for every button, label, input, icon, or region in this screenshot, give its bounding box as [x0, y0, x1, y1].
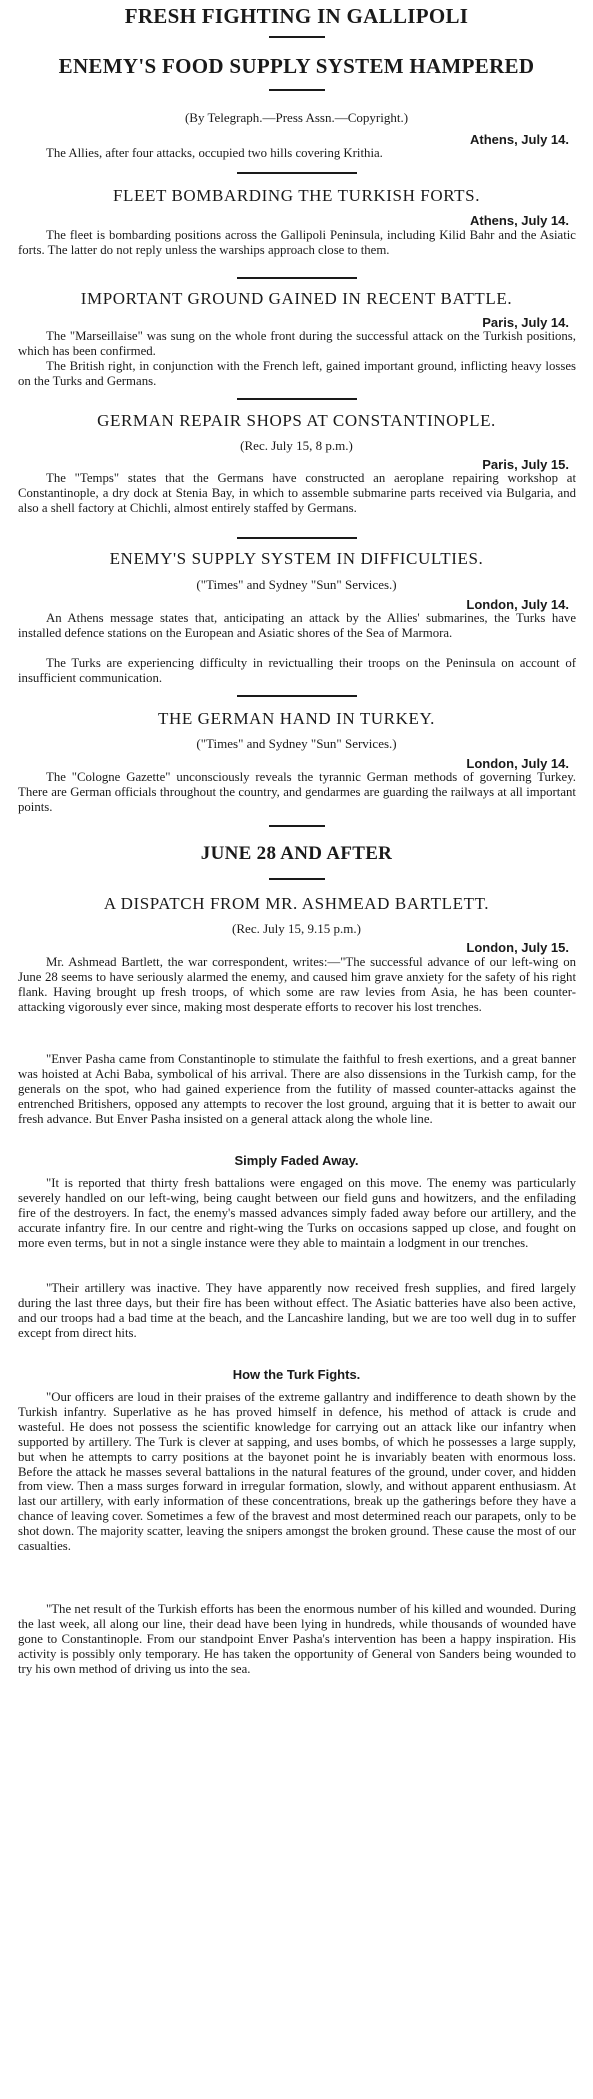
subheading: How the Turk Fights. [232, 1367, 361, 1382]
received-note: (Rec. July 15, 9.15 p.m.) [232, 921, 361, 936]
subheading: Simply Faded Away. [234, 1153, 359, 1168]
services-note: ("Times" and Sydney "Sun" Services.) [196, 577, 397, 592]
divider [269, 89, 325, 91]
dateline: London, July 14. [466, 597, 569, 612]
article-paragraph: The British right, in conjunction with the French left, gained important ground, inflicting heavy losses on the Turks and Germans. [18, 359, 576, 388]
dateline: Paris, July 14. [482, 315, 569, 330]
page-title: FRESH FIGHTING IN GALLIPOLI [124, 4, 469, 28]
dateline: London, July 15. [466, 940, 569, 955]
divider [237, 695, 357, 697]
dateline: Athens, July 14. [470, 132, 569, 147]
source-credit: (By Telegraph.—Press Assn.—Copyright.) [184, 110, 409, 125]
article-paragraph: "Our officers are loud in their praises of the extreme gallantry and indifference to death shown by the Turkish infantry. Superlative as he has proved himself in defence, his method of attack is crude and wasteful. He does not possess the scientific knowledge for carrying out an attack like our infantry when supported by artillery. The Turk is clever at sapping, and uses bombs, of which he possesses a large supply, but when he attempts to carry positions at the bayonet point he is invariably beaten with enormous loss. Before the attack he masses several battalions in the natural features of the ground, under cover, and hidden from view. Then a mass surges forward in irregular formation, slowly, and without apparent enthusiasm. At last our artillery, with early information of these concentrations, break up the gatherings before they have a chance of leaving cover. Sometimes a few of the bravest and most determined reach our parapets, only to be shot down. The majority scatter, leaving the snipers amongst the broken ground. These cause the most of our casualties. [18, 1390, 576, 1554]
article-paragraph: The "Marseillaise" was sung on the whole front during the successful attack on the Turkish positions, which has been confirmed. [18, 329, 576, 358]
received-note: (Rec. July 15, 8 p.m.) [240, 438, 353, 453]
section-title: JUNE 28 AND AFTER [200, 843, 393, 864]
dateline: London, July 14. [466, 756, 569, 771]
article-paragraph: Mr. Ashmead Bartlett, the war correspondent, writes:—"The successful advance of our left-wing on June 28 seems to have seriously alarmed the enemy, and caused him grave anxiety for the safety of his right flank. Having brought up fresh troops, of which some are raw levies from Asia, he has been counter-attacking vigorously ever since, making most desperate efforts to recover his lost trenches. [18, 955, 576, 1014]
article-paragraph: "Their artillery was inactive. They have apparently now received fresh supplies, and fired largely during the last three days, but their fire has been without effect. The Asiatic batteries have also been active, and our troops had a bad time at the beach, and the Lancashire landing, but we are too well dug in to suffer except from direct hits. [18, 1281, 576, 1340]
divider [269, 36, 325, 38]
divider [269, 825, 325, 827]
article-paragraph: The "Cologne Gazette" unconsciously reveals the tyrannic German methods of governing Turkey. There are German officials throughout the country, and gendarmes are guarding the railways at all important points. [18, 770, 576, 814]
article-paragraph: The Turks are experiencing difficulty in revictualling their troops on the Peninsula on account of insufficient communication. [18, 656, 576, 685]
article-heading: IMPORTANT GROUND GAINED IN RECENT BATTLE. [80, 289, 513, 308]
article-paragraph: The Allies, after four attacks, occupied two hills covering Krithia. [46, 146, 383, 160]
divider [237, 398, 357, 400]
article-paragraph: An Athens message states that, anticipating an attack by the Allies' submarines, the Turks have installed defence stations on the European and Asiatic shores of the Sea of Marmora. [18, 611, 576, 640]
article-heading: A DISPATCH FROM MR. ASHMEAD BARTLETT. [103, 894, 490, 913]
article-paragraph: "It is reported that thirty fresh battalions were engaged on this move. The enemy was particularly severely handled on our left-wing, being caught between our field guns and howitzers, and the enfilading fire of the destroyers. In fact, the enemy's massed advances simply faded away before our artillery, and the accurate infantry fire. In our centre and right-wing the Turks on occasions sapped up close, and fought on more even terms, but in not a single instance were they able to maintain a lodgment in our trenches. [18, 1176, 576, 1250]
article-heading: GERMAN REPAIR SHOPS AT CONSTANTINOPLE. [97, 411, 496, 430]
article-paragraph: The fleet is bombarding positions across the Gallipoli Peninsula, including Kilid Bahr and the Asiatic forts. The latter do not reply unless the warships approach close to them. [18, 228, 576, 257]
dateline: Athens, July 14. [470, 213, 569, 228]
article-heading: ENEMY'S SUPPLY SYSTEM IN DIFFICULTIES. [109, 549, 484, 568]
article-paragraph: "Enver Pasha came from Constantinople to stimulate the faithful to fresh exertions, and a great banner was hoisted at Achi Baba, symbolical of his arrival. There are also dissensions in the Turkish camp, for the generals on the spot, who had gained experience from the futility of massed counter-attacks against the entrenched Britishers, opposed any attempts to recover the lost ground, arguing that it is better to await our fresh advance. But Enver Pasha insisted on a general attack along the whole line. [18, 1052, 576, 1126]
page-subtitle: ENEMY'S FOOD SUPPLY SYSTEM HAMPERED [58, 54, 535, 78]
divider [237, 172, 357, 174]
divider [269, 878, 325, 880]
dateline: Paris, July 15. [482, 457, 569, 472]
article-paragraph: The "Temps" states that the Germans have constructed an aeroplane repairing workshop at Constantinople, a dry dock at Stenia Bay, in which to assemble submarine parts received via Bulgaria, and also a shell factory at Chichli, almost entirely staffed by Germans. [18, 471, 576, 515]
article-heading: FLEET BOMBARDING THE TURKISH FORTS. [112, 186, 481, 205]
services-note: ("Times" and Sydney "Sun" Services.) [196, 736, 397, 751]
article-heading: THE GERMAN HAND IN TURKEY. [157, 709, 436, 728]
divider [237, 277, 357, 279]
divider [237, 537, 357, 539]
article-paragraph: "The net result of the Turkish efforts has been the enormous number of his killed and wounded. During the last week, all along our line, their dead have been lying in hundreds, while thousands of wounded have gone to Constantinople. From our standpoint Enver Pasha's intervention has been a happy inspiration. His activity is possibly only temporary. He has taken the opportunity of General von Sanders being wounded to try his own method of driving us into the sea. [18, 1602, 576, 1676]
